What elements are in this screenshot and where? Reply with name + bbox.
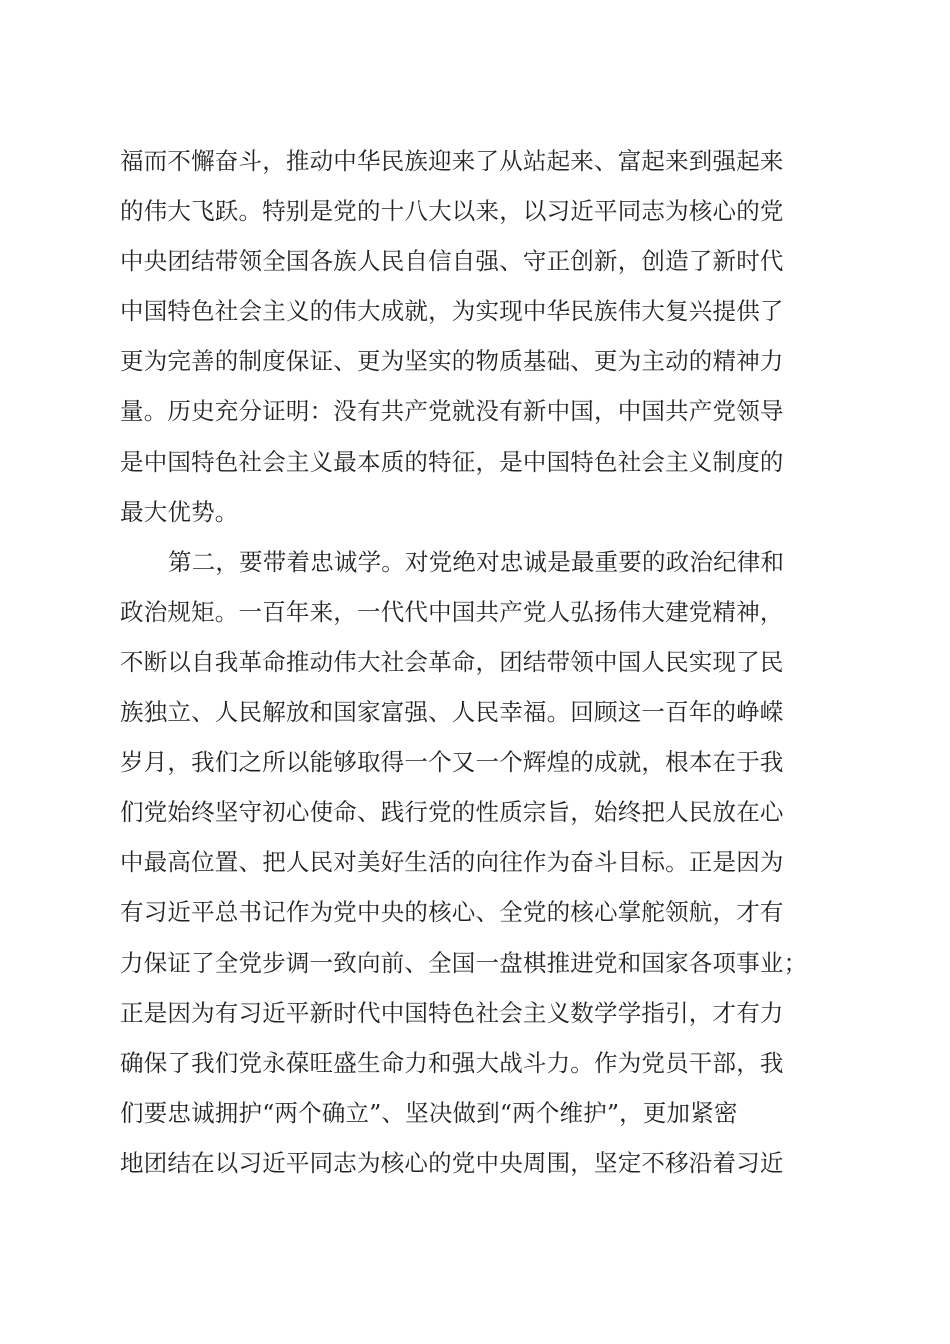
body-text (120, 136, 820, 1188)
text-line: 量。历史充分证明：没有共产党就没有新中国，中国共产党领导 (120, 397, 784, 426)
text-line: 确保了我们党永葆旺盛生命力和强大战斗力。作为党员干部，我 (120, 1048, 784, 1077)
text-line: 是中国特色社会主义最本质的特征，是中国特色社会主义制度的 (120, 447, 784, 476)
text-line: 力保证了全党步调一致向前、全国一盘棋推进党和国家各项事业； (120, 948, 808, 977)
text-line: 最大优势。 (120, 497, 239, 526)
text-line: 正是因为有习近平新时代中国特色社会主义数学学指引，才有力 (120, 998, 784, 1027)
text-line: 地团结在以习近平同志为核心的党中央周围，坚定不移沿着习近 (120, 1148, 784, 1177)
text-line: 中国特色社会主义的伟大成就，为实现中华民族伟大复兴提供了 (120, 297, 784, 326)
text-line: 族独立、人民解放和国家富强、人民幸福。回顾这一百年的峥嵘 (120, 698, 784, 727)
text-line: 岁月，我们之所以能够取得一个又一个辉煌的成就，根本在于我 (120, 748, 784, 777)
text-line: 政治规矩。一百年来，一代代中国共产党人弘扬伟大建党精神， (120, 597, 784, 626)
text-line: 更为完善的制度保证、更为坚实的物质基础、更为主动的精神力 (120, 347, 784, 376)
text-line: 福而不懈奋斗，推动中华民族迎来了从站起来、富起来到强起来 (120, 147, 784, 175)
text-line: 有习近平总书记作为党中央的核心、全党的核心掌舵领航，才有 (120, 898, 784, 927)
text-line: 们要忠诚拥护“两个确立”、坚决做到“两个维护”，更加紧密 (120, 1098, 738, 1127)
text-line: 中最高位置、把人民对美好生活的向往作为奋斗目标。正是因为 (120, 848, 784, 877)
text-line: 的伟大飞跃。特别是党的十八大以来，以习近平同志为核心的党 (120, 197, 784, 226)
paragraph-start-line: 第二，要带着忠诚学。对党绝对忠诚是最重要的政治纪律和 (168, 547, 785, 576)
text-line: 不断以自我革命推动伟大社会革命，团结带领中国人民实现了民 (120, 647, 784, 676)
text-line: 们党始终坚守初心使命、践行党的性质宗旨，始终把人民放在心 (120, 798, 784, 827)
text-line: 中央团结带领全国各族人民自信自强、守正创新，创造了新时代 (120, 247, 784, 276)
